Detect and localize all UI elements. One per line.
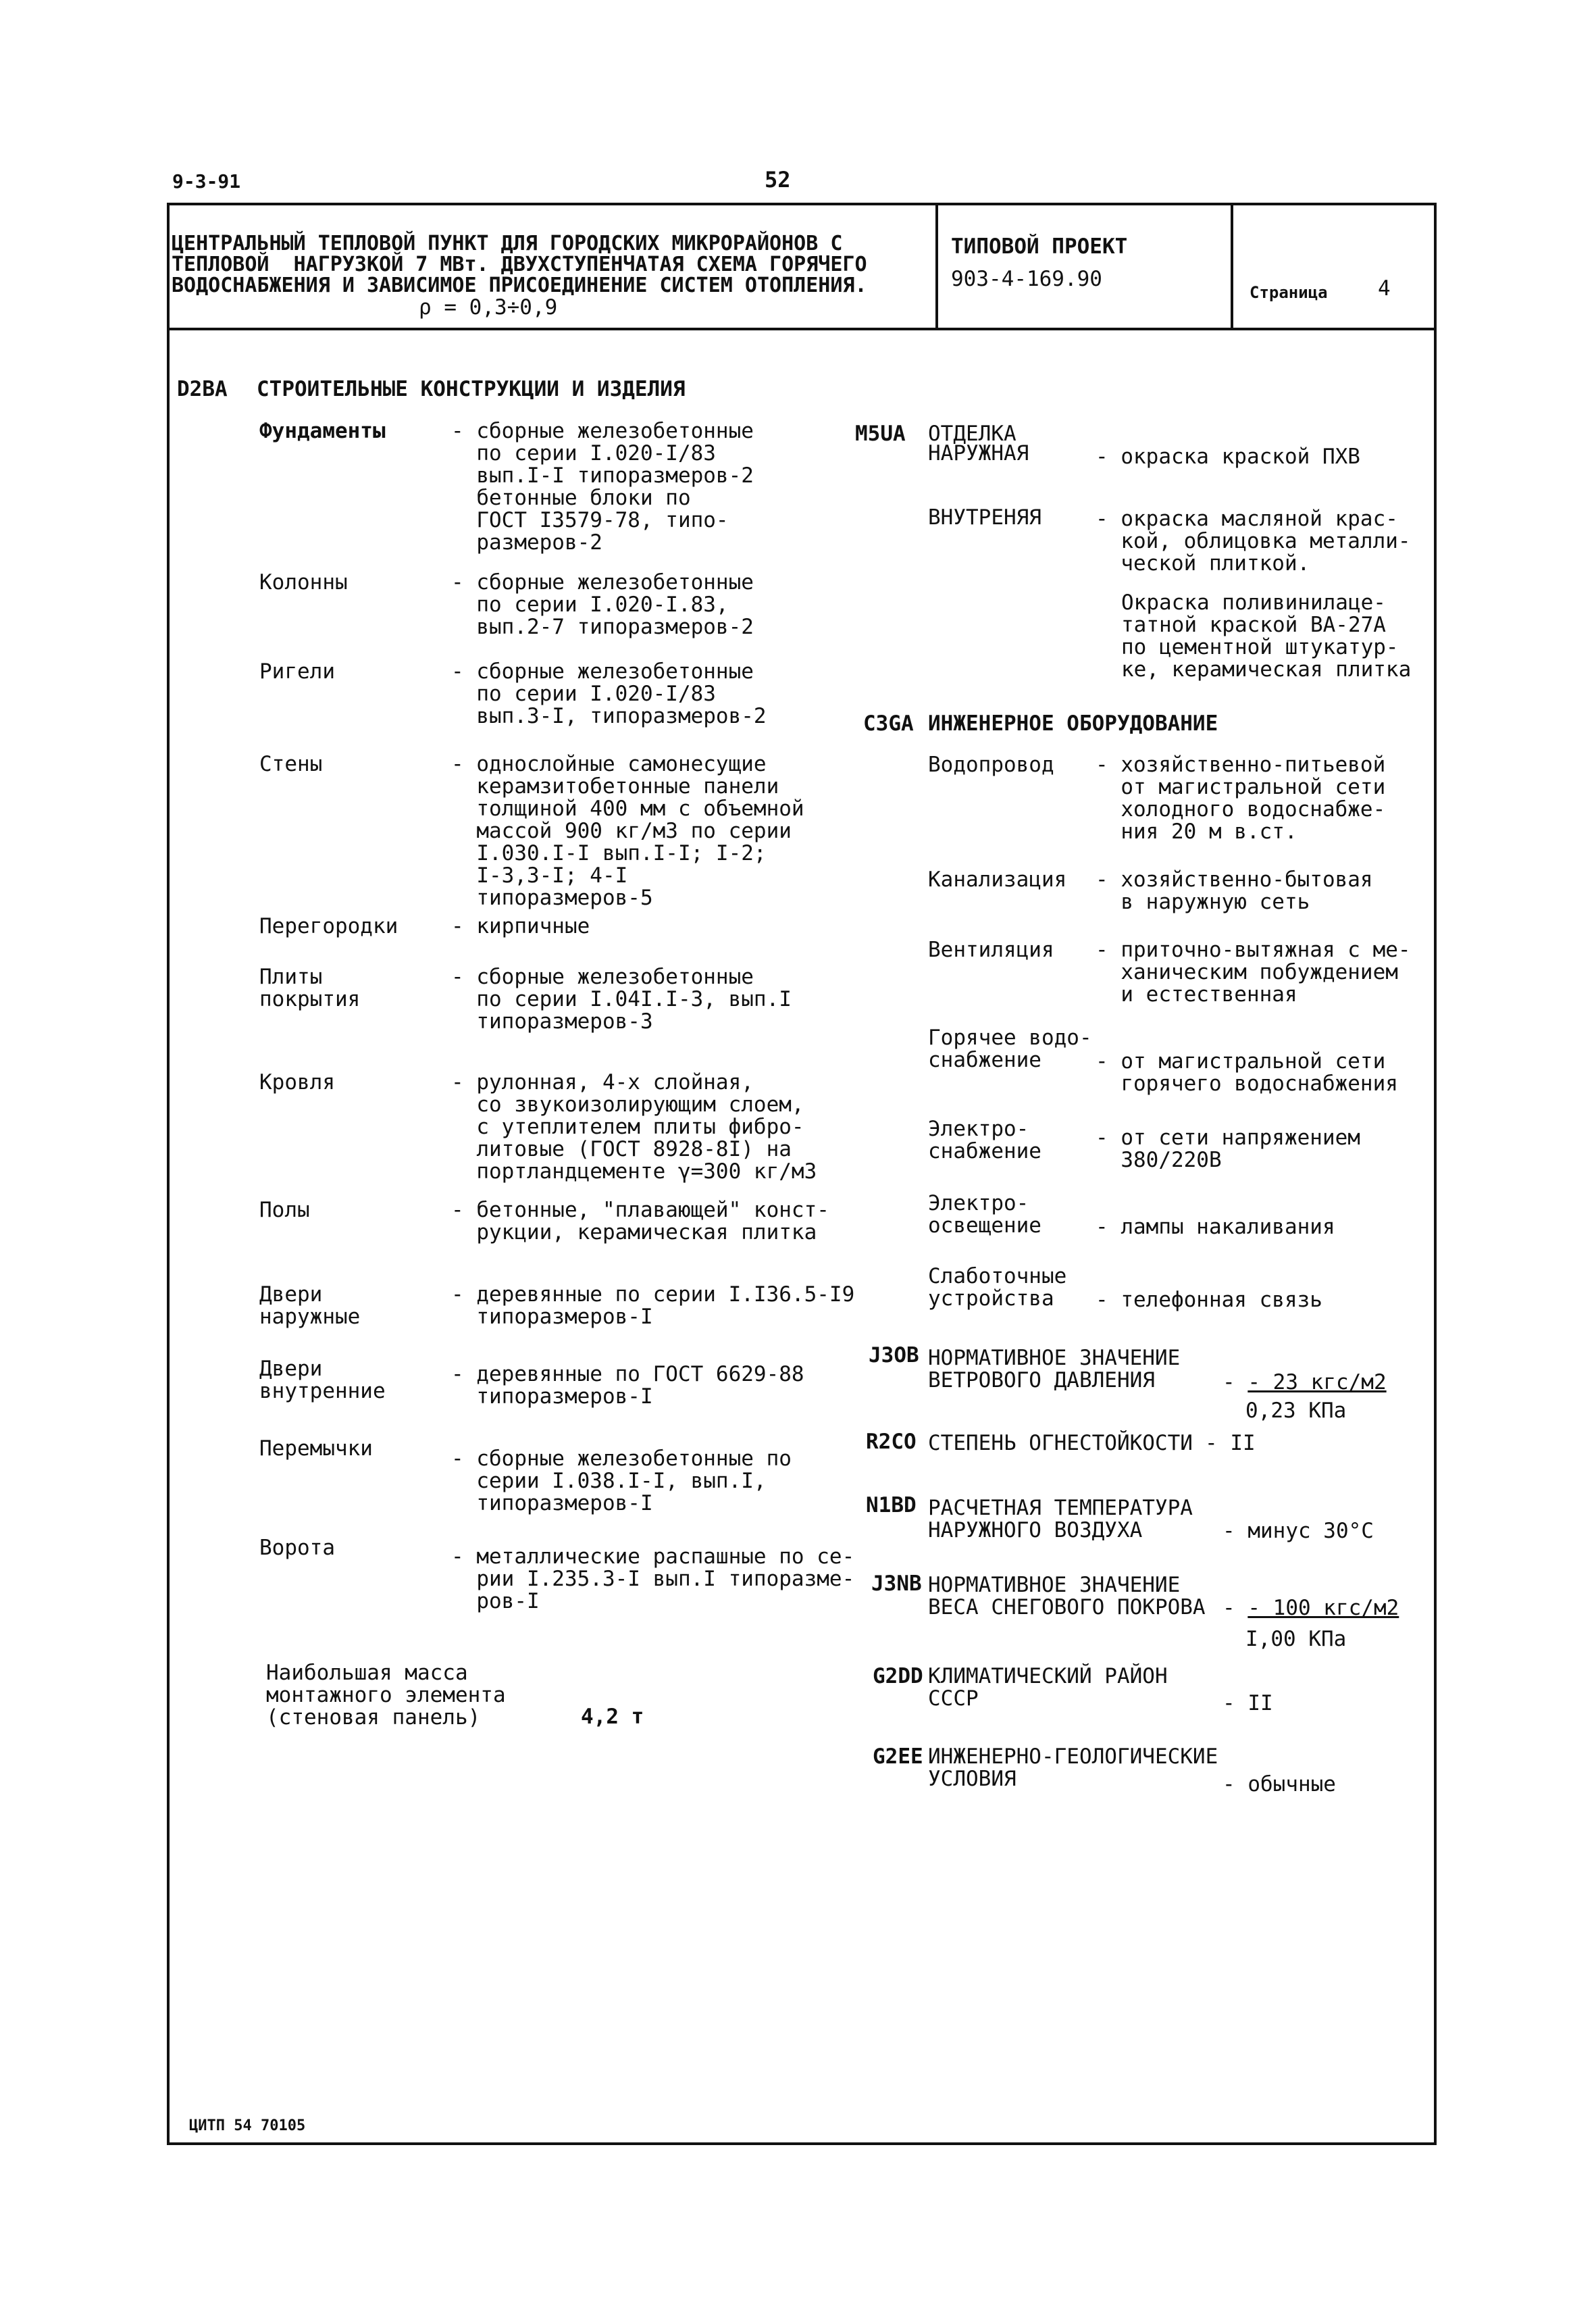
param-code: R2CO <box>866 1430 917 1454</box>
item-value: - бетонные, "плавающей" конст- рукции, керамическая плитка <box>451 1198 829 1244</box>
item-value: - деревянные по ГОСТ 6629-88 типоразмеров-I <box>451 1362 804 1409</box>
title-line-4: ρ = 0,3÷0,9 <box>419 295 558 320</box>
item-value: - однослойные самонесущие керамзитобетонные панели толщиной 400 мм с объемной массой 900 кг/м3 по серии I.030.I-I вып.I-I; I-2; I-3,3-I; 4-I типоразмеров-5 <box>451 752 804 910</box>
item-value: - деревянные по серии I.I36.5-I9 типоразмеров-I <box>451 1282 855 1329</box>
section-code: D2BA <box>177 377 228 401</box>
param-label: ИНЖЕНЕРНО-ГЕОЛОГИЧЕСКИЕ УСЛОВИЯ <box>928 1744 1218 1791</box>
page-number: 52 <box>765 167 791 193</box>
eng-value: - хозяйственно-бытовая в наружную сеть <box>1096 867 1373 914</box>
eng-value: - от магистральной сети горячего водоснабжения <box>1096 1049 1398 1096</box>
item-label: Колонны <box>259 570 348 595</box>
document-code: 9-3-91 <box>172 170 241 193</box>
param-value: - II <box>1222 1691 1273 1715</box>
page-value: 4 <box>1378 276 1391 301</box>
eng-label: Вентиляция <box>928 938 1054 962</box>
item-label: Двери внутренние <box>259 1357 386 1403</box>
item-value: - сборные железобетонные по серии I.020-I.83, вып.2-7 типоразмеров-2 <box>451 570 754 639</box>
eng-label: Канализация <box>928 867 1067 892</box>
eng-label: Горячее водо- снабжение <box>928 1026 1092 1072</box>
param-value-underlined: - 100 кгс/м2 <box>1247 1596 1399 1620</box>
param-value: - II <box>1205 1431 1256 1455</box>
footer-stamp: ЦИТП 54 70105 <box>189 2117 306 2134</box>
eng-label: Электро- снабжение <box>928 1117 1041 1163</box>
page-label: Страница <box>1250 283 1328 302</box>
engineering-code: C3GA <box>863 711 914 736</box>
heaviest-value: 4,2 т <box>581 1705 644 1729</box>
heaviest-label: Наибольшая масса монтажного элемента (стеновая панель) <box>266 1661 506 1730</box>
title-line-2: ТЕПЛОВОЙ НАГРУЗКОЙ 7 МВт. ДВУХСТУПЕНЧАТАЯ СХЕМА ГОРЯЧЕГО <box>172 253 867 276</box>
title-block-vline-2 <box>1231 203 1233 330</box>
eng-value: - телефонная связь <box>1096 1288 1322 1312</box>
param-code: J3OB <box>869 1343 919 1367</box>
finish-inner-value-2: Окраска поливинилаце- татной краской ВА-27А по цементной штукатур- ке, керамическая плитка <box>1121 590 1412 682</box>
item-label: Двери наружные <box>259 1282 361 1329</box>
item-label: Перегородки <box>259 914 398 938</box>
item-label: Плиты покрытия <box>259 965 361 1011</box>
eng-value: - лампы накаливания <box>1096 1215 1335 1239</box>
eng-label: Водопровод <box>928 753 1054 777</box>
eng-value: - от сети напряжением 380/220В <box>1096 1126 1360 1172</box>
param-code: G2DD <box>873 1664 923 1688</box>
item-label: Полы <box>259 1198 310 1222</box>
eng-label: Электро- освещение <box>928 1191 1041 1238</box>
finish-outer-label: НАРУЖНАЯ <box>928 441 1029 466</box>
item-value: - сборные железобетонные по серии I.038.I-I, вып.I, типоразмеров-I <box>451 1447 792 1515</box>
param-value-2: I,00 КПа <box>1245 1627 1347 1651</box>
item-label: Фундаменты <box>259 419 386 443</box>
finish-inner-label: ВНУТРЕНЯЯ <box>928 505 1041 530</box>
item-value: - кирпичные <box>451 914 590 938</box>
param-label: РАСЧЕТНАЯ ТЕМПЕРАТУРА НАРУЖНОГО ВОЗДУХА <box>928 1496 1193 1542</box>
eng-value: - хозяйственно-питьевой от магистральной сети холодного водоснабже- ния 20 м в.ст. <box>1096 753 1386 844</box>
param-value: - - 23 кгс/м2 <box>1222 1370 1387 1394</box>
finish-inner-value: - окраска масляной крас- кой, облицовка металли- ческой плиткой. <box>1096 507 1411 576</box>
param-value-underlined: - 23 кгс/м2 <box>1247 1370 1387 1394</box>
project-number: 903-4-169.90 <box>951 267 1102 291</box>
title-block-divider <box>167 328 1437 330</box>
finish-code: M5UA <box>855 422 906 446</box>
param-label: СТЕПЕНЬ ОГНЕСТОЙКОСТИ <box>928 1431 1193 1455</box>
param-value: - минус 30°С <box>1222 1519 1374 1543</box>
param-code: G2EE <box>873 1744 923 1769</box>
section-title: СТРОИТЕЛЬНЫЕ КОНСТРУКЦИИ И ИЗДЕЛИЯ <box>257 377 686 401</box>
title-block-vline-1 <box>935 203 938 330</box>
item-label: Перемычки <box>259 1436 373 1461</box>
item-label: Ворота <box>259 1536 335 1560</box>
param-label: НОРМАТИВНОЕ ЗНАЧЕНИЕ ВЕТРОВОГО ДАВЛЕНИЯ <box>928 1346 1181 1392</box>
param-label: НОРМАТИВНОЕ ЗНАЧЕНИЕ ВЕСА СНЕГОВОГО ПОКРОВА <box>928 1573 1206 1619</box>
item-value: - сборные железобетонные по серии I.04I.I-3, вып.I типоразмеров-3 <box>451 965 792 1034</box>
engineering-title: ИНЖЕНЕРНОЕ ОБОРУДОВАНИЕ <box>928 711 1218 736</box>
title-line-1: ЦЕНТРАЛЬНЫЙ ТЕПЛОВОЙ ПУНКТ ДЛЯ ГОРОДСКИХ МИКРОРАЙОНОВ С <box>172 232 843 255</box>
item-label: Кровля <box>259 1070 335 1095</box>
finish-outer-value: - окраска краской ПХВ <box>1096 445 1360 469</box>
item-value: - рулонная, 4-х слойная, со звукоизолирующим слоем, с утеплителем плиты фибро- литовые (ГОСТ 8928-8I) на портландцементе γ=300 кг/м3 <box>451 1070 817 1184</box>
item-value: - металлические распашные по се- рии I.235.3-I вып.I типоразме- ров-I <box>451 1544 855 1613</box>
param-value-2: 0,23 КПа <box>1245 1399 1347 1423</box>
title-line-3: ВОДОСНАБЖЕНИЯ И ЗАВИСИМОЕ ПРИСОЕДИНЕНИЕ СИСТЕМ ОТОПЛЕНИЯ. <box>172 274 867 297</box>
param-code: J3NB <box>871 1571 922 1596</box>
eng-label: Слаботочные устройства <box>928 1264 1067 1311</box>
item-label: Стены <box>259 752 323 776</box>
item-value: - сборные железобетонные по серии I.020-I/83 вып.I-I типоразмеров-2 бетонные блоки по ГОСТ I3579-78, типо- размеров-2 <box>451 419 754 555</box>
project-label: ТИПОВОЙ ПРОЕКТ <box>951 234 1128 259</box>
item-label: Ригели <box>259 659 335 684</box>
param-value: - обычные <box>1222 1772 1336 1796</box>
eng-value: - приточно-вытяжная с ме- ханическим побуждением и естественная <box>1096 938 1411 1007</box>
param-label: КЛИМАТИЧЕСКИЙ РАЙОН СССР <box>928 1664 1168 1711</box>
param-code: N1BD <box>866 1493 917 1517</box>
finish-title: ОТДЕЛКА <box>928 422 1016 446</box>
param-value: - - 100 кгс/м2 <box>1222 1596 1399 1620</box>
item-value: - сборные железобетонные по серии I.020-I/83 вып.3-I, типоразмеров-2 <box>451 659 767 728</box>
